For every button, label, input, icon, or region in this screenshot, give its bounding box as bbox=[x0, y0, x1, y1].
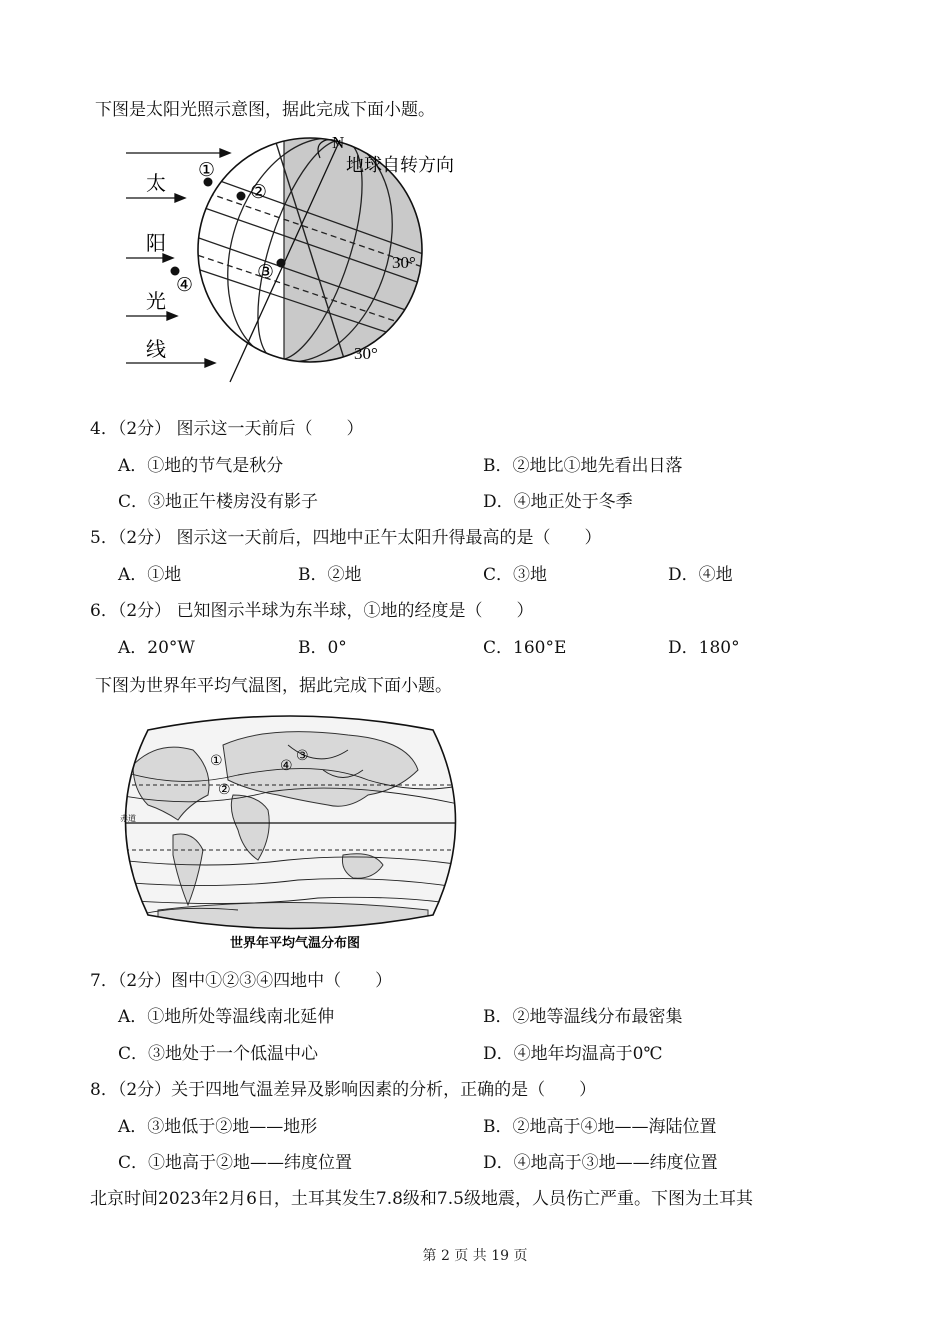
q5-stem: 5．（2分） 图示这一天前后，四地中正午太阳升得最高的是（ ） bbox=[90, 528, 602, 548]
q7-option-b: B．②地等温线分布最密集 bbox=[483, 1007, 683, 1027]
world-temperature-map bbox=[118, 710, 463, 955]
q6-stem: 6．（2分） 已知图示半球为东半球，①地的经度是（ ） bbox=[90, 601, 534, 621]
intro-text-1: 下图是太阳光照示意图，据此完成下面小题。 bbox=[95, 100, 435, 120]
q4-option-a: A．①地的节气是秋分 bbox=[118, 456, 284, 476]
q6-option-b: B．0° bbox=[298, 638, 347, 658]
map-caption: 世界年平均气温分布图 bbox=[230, 936, 361, 951]
lat-label-2: 30° bbox=[354, 344, 378, 363]
q7-stem: 7．（2分）图中①②③④四地中（ ） bbox=[90, 971, 393, 991]
q8-stem: 8．（2分）关于四地气温差异及影响因素的分析，正确的是（ ） bbox=[90, 1080, 597, 1100]
q4-option-c: C．③地正午楼房没有影子 bbox=[118, 492, 319, 512]
lat-label-1: 30° bbox=[392, 253, 416, 272]
marker-3: ③ bbox=[257, 261, 275, 283]
q5-option-a: A．①地 bbox=[118, 565, 182, 585]
marker-4: ④ bbox=[176, 274, 194, 296]
q7-option-c: C．③地处于一个低温中心 bbox=[118, 1044, 319, 1064]
q5-option-b: B．②地 bbox=[298, 565, 362, 585]
q6-option-d: D．180° bbox=[668, 638, 740, 658]
q4-stem: 4．（2分） 图示这一天前后（ ） bbox=[90, 419, 364, 439]
page-footer: 第 2 页 共 19 页 bbox=[422, 1248, 528, 1264]
map-marker-4: ④ bbox=[280, 758, 293, 774]
sun-char-4: 线 bbox=[146, 337, 166, 361]
map-marker-1: ① bbox=[210, 753, 223, 769]
q8-option-a: A．③地低于②地——地形 bbox=[118, 1117, 318, 1137]
sun-char-1: 太 bbox=[146, 171, 166, 195]
map-marker-3: ③ bbox=[296, 748, 309, 764]
q6-option-c: C．160°E bbox=[483, 638, 567, 658]
sun-char-2: 阳 bbox=[146, 231, 166, 255]
q5-option-c: C．③地 bbox=[483, 565, 548, 585]
sunlight-diagram bbox=[110, 128, 490, 390]
q8-option-c: C．①地高于②地——纬度位置 bbox=[118, 1153, 353, 1173]
equator-label: 赤道 bbox=[120, 814, 136, 823]
intro-text-3: 北京时间2023年2月6日，土耳其发生7.8级和7.5级地震，人员伤亡严重。下图为土耳其 bbox=[90, 1189, 753, 1209]
rotation-label: 地球自转方向 bbox=[346, 155, 454, 176]
intro-text-2: 下图为世界年平均气温图，据此完成下面小题。 bbox=[95, 676, 452, 696]
q4-option-d: D．④地正处于冬季 bbox=[483, 492, 633, 512]
q4-option-b: B．②地比①地先看出日落 bbox=[483, 456, 683, 476]
north-label: N bbox=[332, 133, 345, 152]
marker-2: ② bbox=[250, 181, 268, 203]
q7-option-a: A．①地所处等温线南北延伸 bbox=[118, 1007, 335, 1027]
sun-char-3: 光 bbox=[146, 289, 166, 313]
q8-option-d: D．④地高于③地——纬度位置 bbox=[483, 1153, 718, 1173]
q5-option-d: D．④地 bbox=[668, 565, 733, 585]
map-marker-2: ② bbox=[218, 782, 231, 798]
q6-option-a: A．20°W bbox=[118, 638, 195, 658]
q8-option-b: B．②地高于④地——海陆位置 bbox=[483, 1117, 717, 1137]
q7-option-d: D．④地年均温高于0℃ bbox=[483, 1044, 663, 1064]
marker-1: ① bbox=[198, 159, 216, 181]
